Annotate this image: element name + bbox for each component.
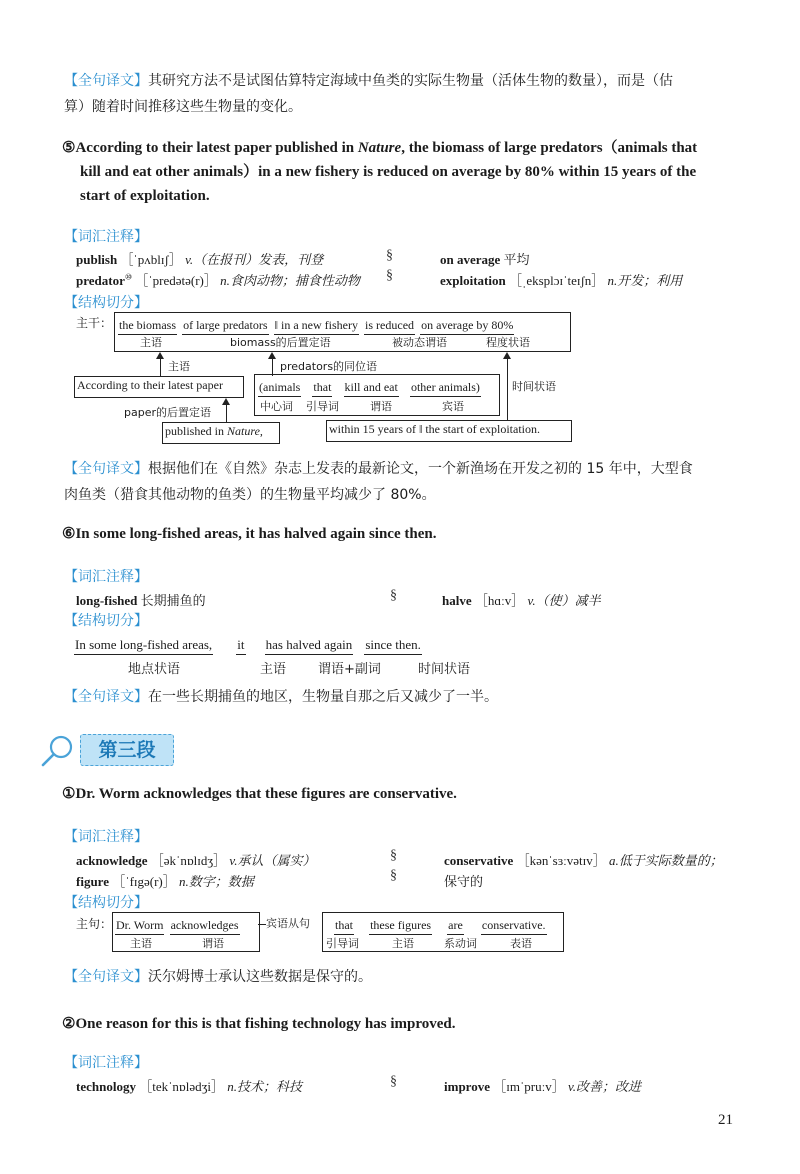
role-label: 主语 — [168, 360, 190, 373]
sentence-6: ⑥In some long-fished areas, it has halved again since then. — [62, 526, 437, 542]
structure-tag: 【结构切分】 — [64, 895, 148, 911]
vocab-separator: § — [390, 868, 397, 883]
vocab-item: conservative ［kənˈsɜːvətɪv］ a.低于实际数量的； — [444, 853, 723, 868]
structure-tag: 【结构切分】 — [64, 295, 148, 311]
page-number: 21 — [718, 1112, 733, 1128]
role-label: 时间状语 — [512, 380, 556, 393]
role-label: 地点状语 — [128, 662, 181, 677]
role-label: 引导词 — [326, 937, 359, 950]
vocab-item: improve ［ɪmˈpruːv］ v.改善；改进 — [444, 1079, 642, 1094]
role-label: 程度状语 — [486, 336, 530, 349]
main-label: 主句： — [76, 917, 113, 931]
role-label: paper的后置定语 — [124, 406, 211, 419]
s6-translation: 【全句译文】在一些长期捕鱼的地区，生物量自那之后又减少了一半。 — [64, 689, 498, 705]
role-label: 主语 — [130, 937, 152, 950]
sentence-3-1: ①Dr. Worm acknowledges that these figures are conservative. — [62, 786, 457, 802]
vocab-item: 保守的 — [444, 874, 484, 889]
connector — [507, 356, 508, 420]
structure-tag: 【结构切分】 — [64, 613, 148, 629]
s31-clause-parts: that these figures are conservative. — [334, 914, 547, 935]
phrase-text: within 15 years of ‖ the start of exploitation. — [329, 422, 540, 436]
phrase-text: According to their latest paper — [77, 378, 223, 392]
connector — [226, 402, 227, 422]
role-label: 被动态谓语 — [392, 336, 447, 349]
translation-tag: 【全句译文】 — [64, 73, 148, 89]
phrase-text: published in Nature, — [165, 424, 263, 438]
vocab-tag: 【词汇注释】 — [64, 569, 148, 585]
role-label: predators的同位语 — [280, 360, 378, 373]
vocab-separator: § — [386, 268, 393, 283]
p1-translation: 【全句译文】其研究方法不是试图估算特定海域中鱼类的实际生物量（活体生物的数量），而是（估 算）随着时间推移这些生物量的变化。 — [64, 73, 673, 115]
role-label: 引导词 — [306, 400, 339, 413]
role-label: 主语 — [260, 662, 287, 677]
s31-main-parts: Dr. Worm acknowledges — [115, 914, 240, 935]
vocab-separator: § — [386, 248, 393, 263]
arrow — [503, 352, 511, 359]
role-label: 主语 — [140, 336, 162, 349]
appositive-parts: (animals that kill and eat other animals) — [258, 376, 481, 397]
role-label: 谓语 — [202, 937, 224, 950]
vocab-tag: 【词汇注释】 — [64, 229, 148, 245]
vocab-item: technology ［tekˈnɒlədʒi］ n.技术；科技 — [76, 1079, 302, 1094]
sentence-3-2: ②One reason for this is that fishing technology has improved. — [62, 1016, 456, 1032]
magnifier-icon — [40, 734, 76, 772]
vocab-tag: 【词汇注释】 — [64, 1055, 148, 1071]
main-parts: the biomass of large predators ‖ in a new fishery is reduced on average by 80% — [118, 314, 514, 335]
role-label: 主语 — [392, 937, 414, 950]
vocab-item: figure ［ˈfɪgə(r)］ n.数字；数据 — [76, 874, 254, 889]
vocab-item: predator⑩ ［ˈpredətə(r)］ n.食肉动物；捕食性动物 — [76, 272, 360, 288]
arrow — [222, 398, 230, 405]
vocab-separator: § — [390, 848, 397, 863]
connector — [160, 356, 161, 376]
role-label: 表语 — [510, 937, 532, 950]
vocab-item: long-fished 长期捕鱼的 — [76, 593, 206, 608]
s31-translation: 【全句译文】沃尔姆博士承认这些数据是保守的。 — [64, 969, 372, 985]
s5-translation: 【全句译文】根据他们在《自然》杂志上发表的最新论文，一个新渔场在开发之初的 15 年中，大型食 肉鱼类（猎食其他动物的鱼类）的生物量平均减少了 80%。 — [64, 461, 693, 503]
main-label: 主干： — [76, 316, 113, 330]
role-label: 谓语+副词 — [318, 662, 381, 677]
s6-parts: In some long-fished areas, it has halved again since then. — [74, 634, 422, 655]
role-label: 中心词 — [260, 400, 293, 413]
vocab-item: halve ［hɑːv］ v.（使）减半 — [442, 593, 601, 608]
connector — [272, 356, 273, 376]
vocab-separator: § — [390, 1074, 397, 1089]
section-title: 第三段 — [80, 734, 174, 766]
connector — [258, 924, 266, 925]
vocab-item: exploitation ［ˌeksplɔɪˈteɪʃn］ n.开发；利用 — [440, 273, 683, 288]
role-label: biomass的后置定语 — [230, 336, 331, 349]
arrow — [268, 352, 276, 359]
role-label: 时间状语 — [418, 662, 471, 677]
vocab-item: on average 平均 — [440, 252, 530, 267]
vocab-item: acknowledge ［əkˈnɒlɪdʒ］ v.承认（属实） — [76, 853, 316, 868]
role-label: 谓语 — [370, 400, 392, 413]
arrow — [156, 352, 164, 359]
vocab-tag: 【词汇注释】 — [64, 829, 148, 845]
role-label: 系动词 — [444, 937, 477, 950]
sentence-5: ⑤According to their latest paper published in Nature, the biomass of large predators（animals that kill and eat other animals）in a new fishery is reduced on average by 80% within 15 years of the start of exploitation. — [62, 140, 698, 204]
role-label: 宾语 — [442, 400, 464, 413]
vocab-separator: § — [390, 588, 397, 603]
vocab-item: publish ［ˈpʌblɪʃ］ v.（在报刊）发表，刊登 — [76, 252, 324, 267]
role-label: 宾语从句 — [266, 917, 310, 930]
